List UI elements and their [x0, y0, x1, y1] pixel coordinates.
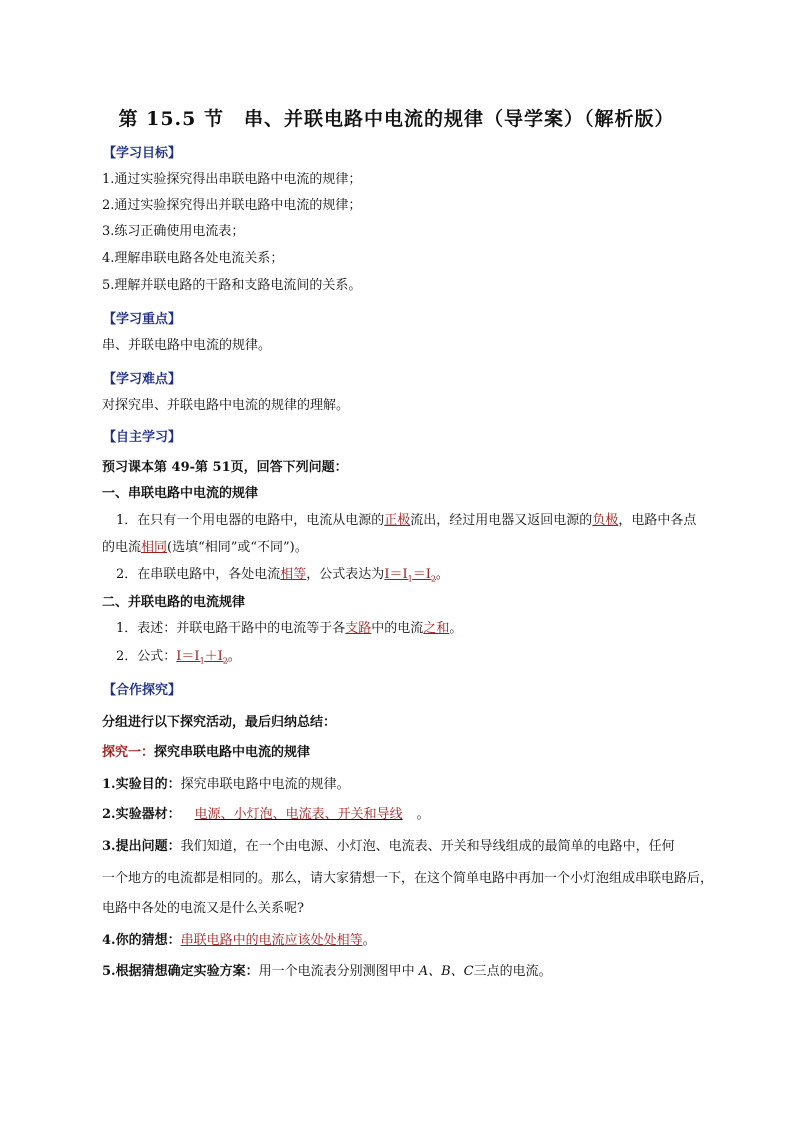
answer-same: 相同 [141, 540, 168, 555]
answer-hypothesis: 串联电路中的电流应该处处相等 [180, 933, 363, 948]
key-text: 串、并联电路中电流的规律。 [102, 338, 272, 353]
step-3-line3: 电路中各处的电流又是什么关系呢? [102, 901, 304, 916]
answer-equal: 相等 [280, 567, 307, 582]
part1-q2: 2．在串联电路中，各处电流相等，公式表达为$I=I_1=I_2$。 [116, 567, 449, 584]
self-study-intro: 预习课本第 49-第 51页，回答下列问题： [102, 460, 348, 475]
answer-sum: 之和 [423, 621, 450, 636]
answer-negative-pole: 负极 [592, 513, 619, 528]
step-3-line1: 3.提出问题：我们知道，在一个由电源、小灯泡、电流表、开关和导线组成的最简单的电路中，任何 [102, 839, 675, 854]
parallel-formula: $I=I_1+I_2$ [176, 649, 228, 666]
series-formula: $I=I_1=I_2$ [384, 567, 436, 584]
section-heading-key: 【学习重点】 [103, 312, 182, 327]
part2-title: 二、并联电路的电流规律 [102, 595, 246, 610]
coop-intro: 分组进行以下探究活动，最后归纳总结： [102, 715, 337, 730]
step-4: 4.你的猜想：串联电路中的电流应该处处相等。 [102, 933, 376, 948]
part2-q1: 1．表述：并联电路干路中的电流等于各支路中的电流之和。 [116, 621, 463, 636]
section-heading-difficulty: 【学习难点】 [103, 372, 182, 387]
answer-positive-pole: 正极 [384, 513, 411, 528]
section-heading-goals: 【学习目标】 [103, 146, 182, 161]
part2-q2: 2．公式：$I=I_1+I_2$。 [116, 649, 241, 666]
explore-heading: 探究一：探究串联电路中电流的规律 [102, 745, 311, 760]
section-heading-coop: 【合作探究】 [103, 683, 182, 698]
part1-q1-line1: 1．在只有一个用电器的电路中，电流从电源的正极流出，经过用电器又返回电源的负极，电路中各点 [116, 513, 697, 528]
answer-equipment: 电源、小灯泡、电流表、开关和导线 [194, 807, 403, 822]
measure-points: A、B、C [418, 964, 474, 979]
step-3-line2: 一个地方的电流都是相同的。那么，请大家猜想一下，在这个简单电路中再加一个小灯泡组成串联电路后， [102, 871, 714, 886]
explore-label: 探究一： [102, 745, 155, 760]
step-1: 1.实验目的：探究串联电路中电流的规律。 [102, 777, 350, 792]
part1-title: 一、串联电路中电流的规律 [102, 486, 259, 501]
part1-q1-line2: 的电流相同(选填“相同”或“不同”)。 [102, 540, 308, 555]
section-heading-self-study: 【自主学习】 [103, 430, 182, 445]
goal-item: 1.通过实验探究得出串联电路中电流的规律； [102, 172, 362, 187]
goal-item: 3.练习正确使用电流表； [102, 224, 245, 239]
page-title: 第 15.5 节 串、并联电路中电流的规律（导学案）（解析版） [118, 108, 675, 130]
step-2: 2.实验器材： 电源、小灯泡、电流表、开关和导线 。 [102, 807, 430, 822]
goal-item: 5.理解并联电路的干路和支路电流间的关系。 [102, 278, 362, 293]
goal-item: 2.通过实验探究得出并联电路中电流的规律； [102, 198, 362, 213]
difficulty-text: 对探究串、并联电路中电流的规律的理解。 [102, 398, 350, 413]
step-5: 5.根据猜想确定实验方案：用一个电流表分别测图甲中 A、B、C三点的电流。 [102, 964, 552, 979]
answer-branch: 支路 [345, 621, 372, 636]
goal-item: 4.理解串联电路各处电流关系； [102, 251, 284, 266]
